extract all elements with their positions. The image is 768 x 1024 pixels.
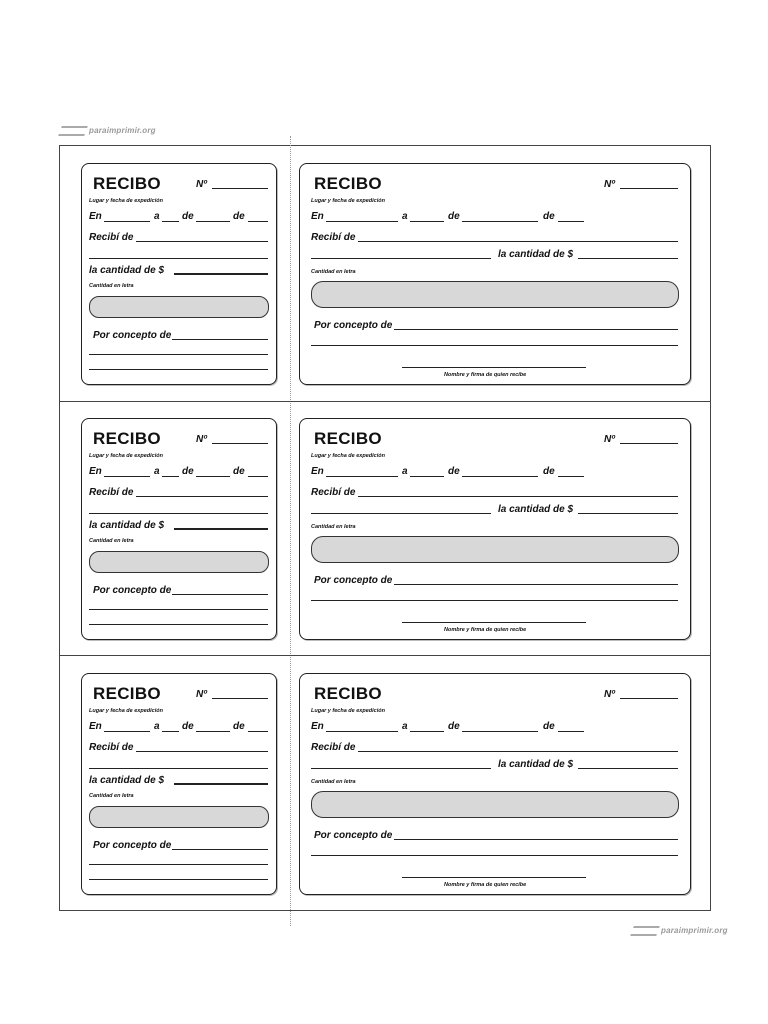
month-line[interactable] [462,221,538,222]
de-label: de [543,211,555,222]
number-label: Nº [196,434,207,445]
number-label: Nº [196,689,207,700]
en-label: En [89,721,102,732]
cantidad-letra-label: Cantidad en letra [89,283,134,289]
number-label: Nº [604,434,615,445]
horizontal-cut-line [59,401,711,402]
a-label: a [154,466,160,477]
concepto-line-3[interactable] [89,879,268,880]
receipt-stub-2 [81,418,277,640]
concepto-line-2[interactable] [311,855,678,856]
place-date-label: Lugar y fecha de expedición [89,453,163,459]
recibi-de-line[interactable] [136,496,268,497]
month-line[interactable] [462,476,538,477]
por-concepto-label: Por concepto de [314,830,393,841]
cantidad-letra-label: Cantidad en letra [89,793,134,799]
cantidad-label: la cantidad de $ [498,759,574,770]
a-label: a [402,211,408,222]
cantidad-line[interactable] [578,513,678,514]
concepto-line[interactable] [394,839,678,840]
concepto-line-2[interactable] [311,345,678,346]
recibi-de-label: Recibí de [311,232,356,243]
concepto-line-3[interactable] [89,369,268,370]
day-line[interactable] [410,221,444,222]
vertical-cut-line [290,136,291,926]
recibi-de-line[interactable] [136,241,268,242]
en-label: En [311,466,324,477]
number-line[interactable] [620,443,678,444]
receipt-main-3 [299,673,691,895]
number-line[interactable] [212,443,268,444]
watermark-top: paraimprimir.org [60,126,156,136]
de-label: de [182,466,194,477]
day-line[interactable] [410,731,444,732]
recibi-de-label: Recibí de [89,487,134,498]
en-label: En [311,721,324,732]
a-label: a [402,466,408,477]
receipt-title: RECIBO [314,684,382,703]
horizontal-cut-line [59,655,711,656]
firma-label: Nombre y firma de quien recibe [444,627,527,633]
de-label: de [233,466,245,477]
cantidad-letra-field[interactable] [89,806,269,828]
place-line[interactable] [104,731,150,732]
receipt-title: RECIBO [314,429,382,448]
cantidad-letra-field[interactable] [89,296,269,318]
cantidad-letra-label: Cantidad en letra [311,269,356,275]
year-line[interactable] [248,476,268,477]
recibi-de-label: Recibí de [311,487,356,498]
receipt-main-2 [299,418,691,640]
de-label: de [448,466,460,477]
receipt-title: RECIBO [93,429,161,448]
year-line[interactable] [558,476,584,477]
recibi-de-label: Recibí de [89,232,134,243]
por-concepto-label: Por concepto de [93,840,172,851]
receipt-main-1 [299,163,691,385]
watermark-logo-icon [58,126,88,136]
por-concepto-label: Por concepto de [93,585,172,596]
concepto-line[interactable] [394,329,678,330]
month-line[interactable] [462,731,538,732]
concepto-line-2[interactable] [89,864,268,865]
concepto-line[interactable] [172,594,268,595]
firma-label: Nombre y firma de quien recibe [444,882,527,888]
de-label: de [233,211,245,222]
recibi-de-line-2[interactable] [311,513,491,514]
number-label: Nº [604,689,615,700]
number-line[interactable] [212,698,268,699]
place-date-label: Lugar y fecha de expedición [311,708,385,714]
place-date-label: Lugar y fecha de expedición [311,453,385,459]
cantidad-letra-field[interactable] [311,281,679,308]
cantidad-line[interactable] [578,768,678,769]
place-line[interactable] [326,476,398,477]
concepto-line-2[interactable] [89,354,268,355]
place-line[interactable] [326,221,398,222]
de-label: de [543,466,555,477]
number-label: Nº [196,179,207,190]
de-label: de [182,211,194,222]
cantidad-letra-label: Cantidad en letra [311,524,356,530]
de-label: de [233,721,245,732]
cantidad-letra-label: Cantidad en letra [89,538,134,544]
a-label: a [402,721,408,732]
receipt-title: RECIBO [314,174,382,193]
en-label: En [89,466,102,477]
recibi-de-line[interactable] [358,496,678,497]
recibi-de-line-2[interactable] [311,258,491,259]
watermark-bottom: paraimprimir.org [632,926,728,936]
receipt-title: RECIBO [93,174,161,193]
recibi-de-line-2[interactable] [89,768,268,769]
cantidad-label: la cantidad de $ [498,504,574,515]
de-label: de [543,721,555,732]
month-line[interactable] [196,476,230,477]
year-line[interactable] [248,221,268,222]
en-label: En [311,211,324,222]
cantidad-line[interactable] [174,273,268,275]
firma-line[interactable] [402,367,586,368]
cantidad-label: la cantidad de $ [498,249,574,260]
cantidad-letra-field[interactable] [89,551,269,573]
day-line[interactable] [162,476,179,477]
receipt-stub-1 [81,163,277,385]
recibi-de-label: Recibí de [311,742,356,753]
cantidad-label: la cantidad de $ [89,775,165,786]
place-line[interactable] [326,731,398,732]
a-label: a [154,211,160,222]
cantidad-letra-label: Cantidad en letra [311,779,356,785]
recibi-de-line-2[interactable] [311,768,491,769]
place-date-label: Lugar y fecha de expedición [89,198,163,204]
day-line[interactable] [410,476,444,477]
firma-line[interactable] [402,877,586,878]
year-line[interactable] [248,731,268,732]
cantidad-line[interactable] [174,783,268,785]
watermark-logo-icon [630,926,660,936]
recibi-de-line[interactable] [136,751,268,752]
de-label: de [448,211,460,222]
concepto-line[interactable] [172,339,268,340]
en-label: En [89,211,102,222]
de-label: de [182,721,194,732]
number-label: Nº [604,179,615,190]
receipt-stub-3 [81,673,277,895]
concepto-line-2[interactable] [89,609,268,610]
recibi-de-line[interactable] [358,751,678,752]
por-concepto-label: Por concepto de [314,575,393,586]
firma-line[interactable] [402,622,586,623]
cantidad-letra-field[interactable] [311,791,679,818]
cantidad-line[interactable] [578,258,678,259]
concepto-line[interactable] [172,849,268,850]
de-label: de [448,721,460,732]
day-line[interactable] [162,731,179,732]
receipt-title: RECIBO [93,684,161,703]
month-line[interactable] [196,221,230,222]
year-line[interactable] [558,221,584,222]
recibi-de-line-2[interactable] [89,513,268,514]
place-date-label: Lugar y fecha de expedición [89,708,163,714]
a-label: a [154,721,160,732]
number-line[interactable] [620,188,678,189]
recibi-de-line-2[interactable] [89,258,268,259]
cantidad-label: la cantidad de $ [89,520,165,531]
recibi-de-line[interactable] [358,241,678,242]
place-line[interactable] [104,221,150,222]
por-concepto-label: Por concepto de [93,330,172,341]
cantidad-letra-field[interactable] [311,536,679,563]
place-line[interactable] [104,476,150,477]
place-date-label: Lugar y fecha de expedición [311,198,385,204]
concepto-line-2[interactable] [311,600,678,601]
month-line[interactable] [196,731,230,732]
firma-label: Nombre y firma de quien recibe [444,372,527,378]
concepto-line[interactable] [394,584,678,585]
number-line[interactable] [620,698,678,699]
year-line[interactable] [558,731,584,732]
cantidad-line[interactable] [174,528,268,530]
number-line[interactable] [212,188,268,189]
day-line[interactable] [162,221,179,222]
por-concepto-label: Por concepto de [314,320,393,331]
concepto-line-3[interactable] [89,624,268,625]
cantidad-label: la cantidad de $ [89,265,165,276]
recibi-de-label: Recibí de [89,742,134,753]
